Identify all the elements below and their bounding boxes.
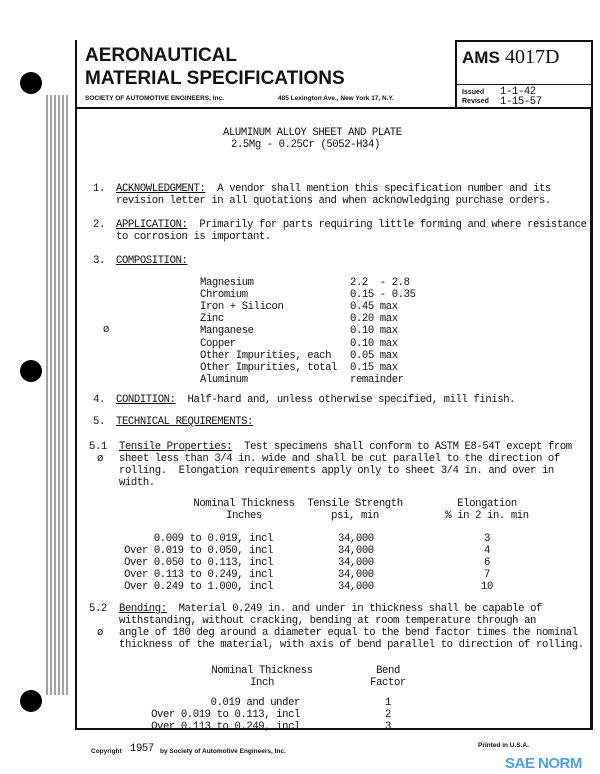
spec-prefix: AMS	[462, 48, 500, 67]
table-cell: Over 0.019 to 0.050, incl	[124, 545, 273, 557]
section-number: 5.	[93, 416, 105, 428]
table-header: Nominal Thickness	[193, 498, 295, 510]
composition-element: Manganese	[200, 325, 254, 338]
table-header: Inches	[226, 510, 262, 522]
table-cell: 7	[484, 569, 490, 581]
doc-subtitle: 2.5Mg - 0.25Cr (5052-H34)	[231, 139, 380, 151]
composition-value: 0.10 max	[350, 325, 398, 338]
copyright-label: Copyright	[91, 748, 122, 755]
table-header: psi, min	[331, 510, 379, 522]
section-text: sheet less than 3/4 in. wide and shall be cut parallel to the direction of	[119, 453, 560, 465]
composition-value: 0.20 max	[350, 313, 398, 326]
spec-box-divider	[455, 40, 457, 108]
section-number: 5.2	[89, 603, 107, 615]
punch-hole	[20, 72, 42, 94]
section-heading: CONDITION:	[116, 394, 176, 406]
section-text: width.	[119, 477, 155, 489]
composition-element: Copper	[200, 337, 236, 350]
composition-element: Other Impurities, total	[200, 361, 338, 374]
section-text: to corrosion is important.	[116, 231, 271, 243]
composition-value: 2.2 - 2.8	[350, 277, 410, 289]
table-cell: 34,000	[338, 581, 374, 593]
composition-value: 0.15 - 0.35	[350, 289, 416, 302]
revision-mark: ø	[97, 453, 103, 465]
section-text: Test specimens shall conform to ASTM E8-54T except from	[232, 441, 572, 453]
table-header: Factor	[370, 677, 406, 689]
section-heading: Tensile Properties:	[119, 441, 233, 453]
spec-box-top	[455, 40, 593, 42]
society-name: SOCIETY OF AUTOMOTIVE ENGINEERS, Inc.	[85, 95, 224, 102]
punch-hole	[20, 690, 42, 712]
table-cell: Over 0.019 to 0.113, incl	[151, 709, 300, 721]
table-cell: Over 0.113 to 0.249, incl	[124, 569, 273, 581]
composition-value: 0.45 max	[350, 301, 398, 314]
table-cell: 4	[484, 545, 490, 557]
section-text: A vendor shall mention this specification number and its	[205, 183, 551, 195]
section-heading: APPLICATION:	[116, 219, 188, 231]
issued-date: 1-1-42	[500, 86, 536, 98]
table-cell: Over 0.249 to 1.000, incl	[124, 581, 273, 593]
punch-hole	[20, 360, 42, 382]
composition-value: 0.10 max	[350, 337, 398, 350]
frame-right	[590, 108, 593, 730]
composition-value: 0.05 max	[350, 349, 398, 362]
table-cell: Over 0.050 to 0.113, incl	[124, 557, 273, 569]
section-number: 1.	[93, 183, 105, 195]
printed-in: Printed in U.S.A.	[478, 742, 529, 749]
section-heading: COMPOSITION:	[116, 255, 188, 267]
section-heading: ACKNOWLEDGMENT:	[116, 183, 206, 195]
society-address: 485 Lexington Ave., New York 17, N.Y.	[278, 95, 394, 102]
table-cell: 34,000	[338, 569, 374, 581]
table-cell: 0.009 to 0.019, incl	[153, 533, 273, 545]
table-cell: 34,000	[338, 557, 374, 569]
table-cell: 6	[484, 557, 490, 569]
header-title-1: AERONAUTICAL	[85, 45, 237, 66]
composition-element: Other Impurities, each	[200, 349, 332, 362]
section-text: rolling. Elongation requirements apply only to sheet 3/4 in. and over in	[119, 465, 554, 477]
header-title-2: MATERIAL SPECIFICATIONS	[85, 68, 345, 89]
composition-element: Magnesium	[200, 277, 254, 289]
section-number: 3.	[93, 255, 105, 267]
table-header: Bend	[376, 665, 400, 677]
issued-label: Issued	[462, 89, 485, 96]
section-heading: Bending:	[119, 603, 167, 615]
copyright-text: by Society of Automotive Engineers, Inc.	[160, 748, 286, 755]
spec-number: 4017D	[505, 46, 560, 68]
composition-element: Iron + Silicon	[200, 301, 284, 314]
section-text: Half-hard and, unless otherwise specified, mill finish.	[175, 394, 516, 406]
margin-disclaimer-text	[46, 95, 68, 695]
section-text: Primarily for parts requiring little forming and where resistance	[187, 219, 587, 231]
frame-left	[75, 40, 77, 730]
composition-element: Zinc	[200, 313, 224, 326]
section-number: 2.	[93, 219, 105, 231]
table-header: % in 2 in. min	[445, 510, 529, 522]
revised-date: 1-15-57	[500, 96, 542, 108]
table-cell: 34,000	[338, 545, 374, 557]
section-number: 5.1	[89, 441, 107, 453]
section-number: 4.	[93, 394, 105, 406]
table-cell: 3	[484, 533, 490, 545]
section-text: withstanding, without cracking, bending at room temperature through an	[119, 615, 537, 627]
table-cell: Over 0.113 to 0.249, incl	[151, 721, 300, 733]
sae-norm-watermark-logo: SAE NORM	[505, 755, 582, 772]
spec-box-split	[455, 84, 593, 85]
table-header: Nominal Thickness	[211, 665, 313, 677]
doc-title: ALUMINUM ALLOY SHEET AND PLATE	[223, 127, 402, 139]
spec-box-right	[591, 40, 593, 108]
revised-label: Revised	[462, 98, 489, 105]
table-cell: 0.019 and under	[210, 697, 300, 709]
section-text: angle of 180 deg around a diameter equal to the bend factor times the nominal	[119, 627, 578, 639]
revision-mark: ø	[103, 324, 109, 336]
copyright-year: 1957	[130, 743, 154, 755]
section-text: thickness of the material, with axis of bend parallel to direction of rolling.	[119, 639, 584, 651]
section-heading: TECHNICAL REQUIREMENTS:	[116, 416, 254, 428]
composition-element: Chromium	[200, 289, 248, 302]
revision-mark: ø	[97, 627, 103, 639]
composition-element: Aluminum	[200, 373, 248, 386]
table-cell: 3	[385, 721, 391, 733]
table-cell: 2	[385, 709, 391, 721]
composition-value: 0.15 max	[350, 361, 398, 374]
composition-value: remainder	[350, 373, 404, 386]
table-cell: 10	[481, 581, 493, 593]
table-cell: 34,000	[338, 533, 374, 545]
table-header: Inch	[250, 677, 274, 689]
table-header: Tensile Strength	[307, 498, 403, 510]
table-header: Elongation	[457, 498, 517, 510]
section-text: revision letter in all quotations and when acknowledging purchase orders.	[116, 195, 551, 207]
section-text: Material 0.249 in. and under in thickness shall be capable of	[166, 603, 542, 615]
table-cell: 1	[385, 697, 391, 709]
